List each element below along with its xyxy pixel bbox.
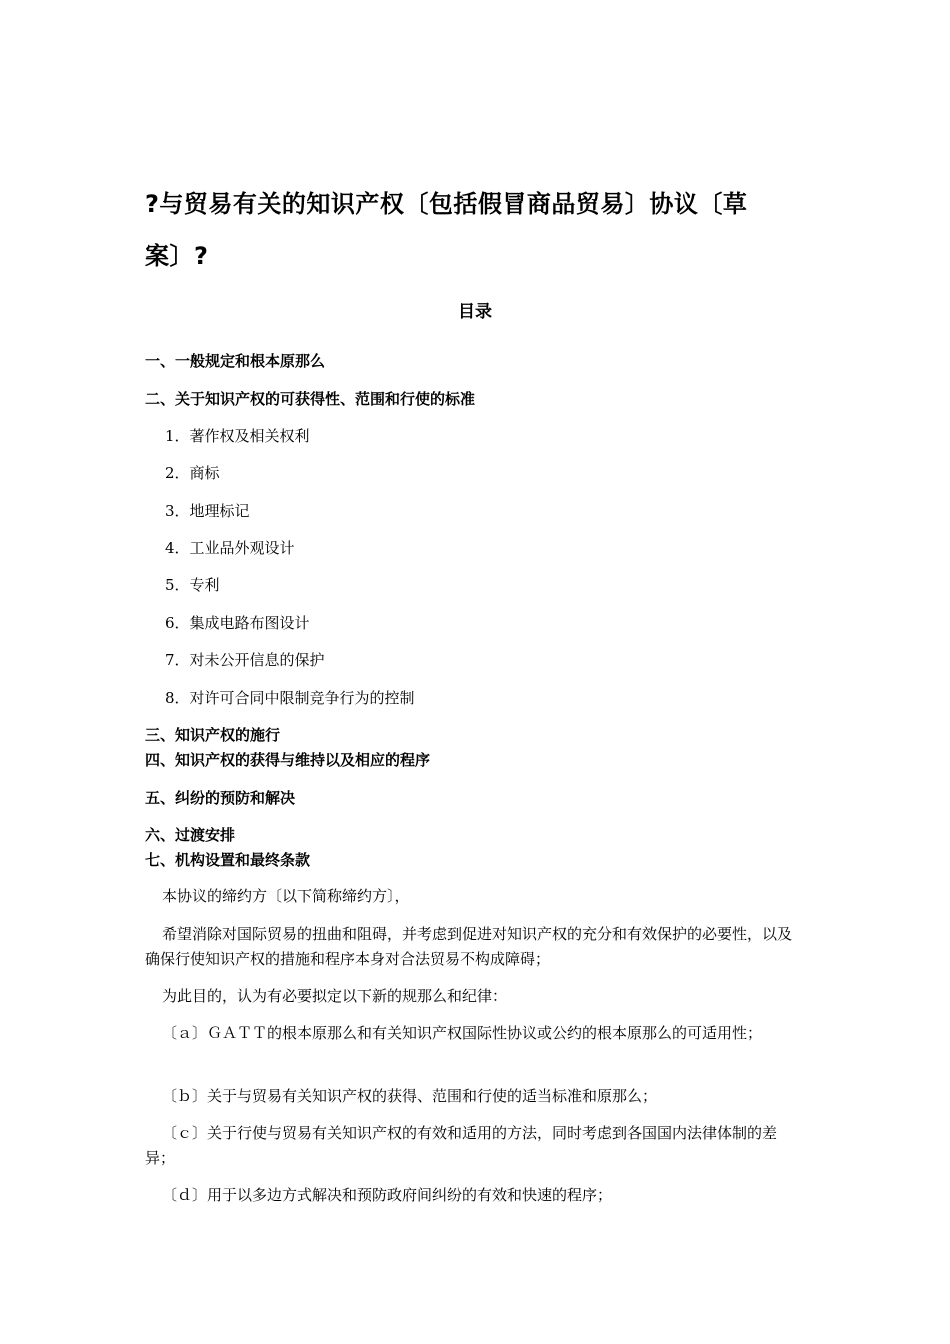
- paragraph: [145, 1084, 800, 1109]
- paragraph: [145, 922, 800, 972]
- paragraph-text: 〔ａ〕ＧＡＴＴ的根本原那么和有关知识产权国际性协议或公约的根本原那么的可适用性；: [162, 1024, 763, 1042]
- document-title: ?与贸易有关的知识产权〔包括假冒商品贸易〕协议〔草案〕?: [145, 190, 748, 270]
- toc-subitem: 3．地理标记: [165, 502, 250, 520]
- paragraph: [145, 1183, 800, 1208]
- toc-subitem: 8．对许可合同中限制竞争行为的控制: [165, 689, 415, 707]
- toc-subitem: 7．对未公开信息的保护: [165, 651, 325, 669]
- toc-section-5: 五、纠纷的预防和解决: [145, 789, 296, 807]
- toc-subitem: 6．集成电路布图设计: [165, 614, 310, 632]
- toc-subitem: 1．著作权及相关权利: [165, 427, 310, 445]
- paragraph-text: 〔ｃ〕关于行使与贸易有关知识产权的有效和适用的方法，同时考虑到各国国内法律体制的差异；: [145, 1124, 778, 1167]
- toc-subitem: 2．商标: [165, 464, 220, 482]
- paragraph: [145, 984, 800, 1009]
- toc-subitem: 5．专利: [165, 576, 220, 594]
- paragraph: [145, 884, 800, 909]
- paragraph: [145, 1121, 800, 1171]
- toc-section-4: 四、知识产权的获得与维持以及相应的程序: [145, 751, 431, 769]
- toc-section-3: 三、知识产权的施行: [145, 726, 281, 744]
- paragraph-text: 本协议的缔约方〔以下简称缔约方〕，: [162, 887, 410, 905]
- paragraph-text: 希望消除对国际贸易的扭曲和阻碍，并考虑到促进对知识产权的充分和有效保护的必要性，以及确保行使知识产权的措施和程序本身对合法贸易不构成障碍；: [145, 925, 793, 968]
- paragraph-text: 〔ｂ〕关于与贸易有关知识产权的获得、范围和行使的适当标准和原那么；: [162, 1087, 658, 1105]
- toc-section-6: 六、过渡安排: [145, 826, 236, 844]
- toc-subitem: 4．工业品外观设计: [165, 539, 295, 557]
- toc-section-2: 二、关于知识产权的可获得性、范围和行使的标准: [145, 390, 476, 408]
- toc-heading: 目录: [458, 302, 492, 322]
- paragraph-text: 〔ｄ〕用于以多边方式解决和预防政府间纠纷的有效和快速的程序；: [162, 1186, 613, 1204]
- toc-section-1: 一、一般规定和根本原那么: [145, 352, 326, 370]
- paragraph: [145, 1021, 800, 1046]
- paragraph-text: 为此目的，认为有必要拟定以下新的规那么和纪律：: [162, 987, 508, 1005]
- toc-section-7: 七、机构设置和最终条款: [145, 851, 311, 869]
